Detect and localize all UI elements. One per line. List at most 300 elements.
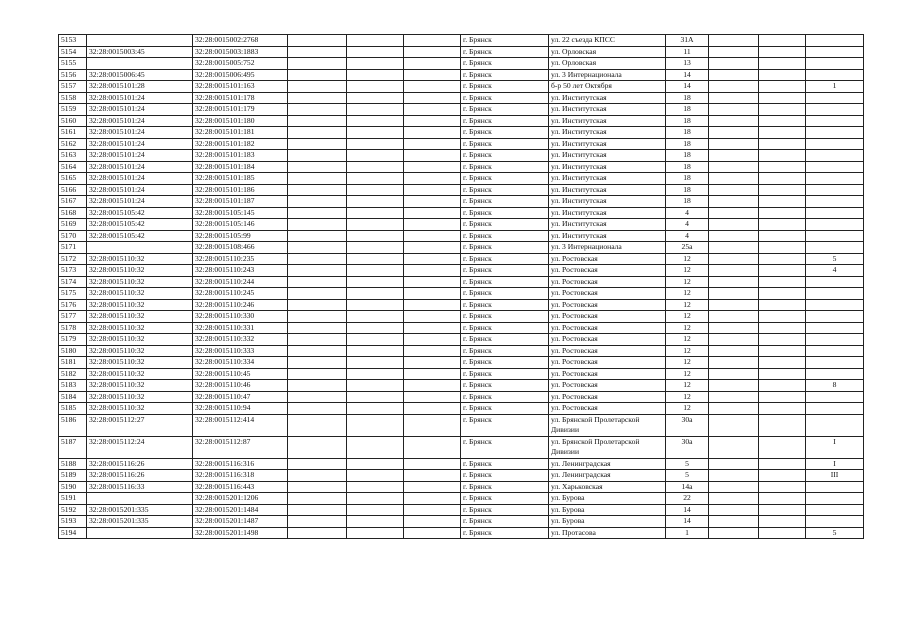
row-number: 5183 — [59, 380, 87, 392]
cadastral-number: 32:28:0015006:495 — [193, 69, 288, 81]
empty-cell — [759, 334, 806, 346]
empty-cell — [709, 207, 759, 219]
house-number: 12 — [666, 380, 709, 392]
land-parcel-number: 32:28:0015101:24 — [87, 104, 193, 116]
land-parcel-number: 32:28:0015110:32 — [87, 357, 193, 369]
empty-cell — [404, 58, 461, 70]
cadastral-number: 32:28:0015110:47 — [193, 391, 288, 403]
row-number: 5160 — [59, 115, 87, 127]
empty-cell — [709, 173, 759, 185]
city: г. Брянск — [461, 391, 549, 403]
empty-cell — [404, 368, 461, 380]
table-row — [59, 184, 864, 196]
table-row — [59, 35, 864, 47]
city: г. Брянск — [461, 127, 549, 139]
city: г. Брянск — [461, 481, 549, 493]
row-number: 5189 — [59, 470, 87, 482]
house-number: 11 — [666, 46, 709, 58]
house-number: 18 — [666, 115, 709, 127]
empty-cell — [759, 345, 806, 357]
empty-cell — [759, 470, 806, 482]
empty-cell — [347, 334, 404, 346]
street: ул. Ростовская — [549, 368, 666, 380]
empty-cell — [288, 504, 347, 516]
empty-cell — [404, 127, 461, 139]
cadastral-number: 32:28:0015116:443 — [193, 481, 288, 493]
empty-cell — [404, 516, 461, 528]
empty-cell — [709, 493, 759, 505]
empty-cell — [759, 414, 806, 436]
empty-cell — [347, 516, 404, 528]
empty-cell — [347, 92, 404, 104]
house-number: 14 — [666, 516, 709, 528]
apartment-number — [806, 46, 864, 58]
empty-cell — [288, 58, 347, 70]
empty-cell — [709, 334, 759, 346]
row-number: 5166 — [59, 184, 87, 196]
empty-cell — [404, 230, 461, 242]
apartment-number — [806, 493, 864, 505]
cadastral-number: 32:28:0015201:1484 — [193, 504, 288, 516]
empty-cell — [347, 527, 404, 539]
empty-cell — [288, 334, 347, 346]
city: г. Брянск — [461, 265, 549, 277]
table-row — [59, 414, 864, 436]
table-row — [59, 115, 864, 127]
row-number: 5161 — [59, 127, 87, 139]
apartment-number: 1 — [806, 81, 864, 93]
empty-cell — [347, 230, 404, 242]
street: ул. Институтская — [549, 207, 666, 219]
empty-cell — [759, 288, 806, 300]
city: г. Брянск — [461, 357, 549, 369]
house-number: 4 — [666, 230, 709, 242]
house-number: 12 — [666, 253, 709, 265]
city: г. Брянск — [461, 322, 549, 334]
apartment-number — [806, 138, 864, 150]
land-parcel-number: 32:28:0015101:24 — [87, 150, 193, 162]
empty-cell — [288, 127, 347, 139]
empty-cell — [759, 458, 806, 470]
row-number: 5155 — [59, 58, 87, 70]
house-number: 18 — [666, 92, 709, 104]
cadastral-number: 32:28:0015005:752 — [193, 58, 288, 70]
row-number: 5180 — [59, 345, 87, 357]
land-parcel-number: 32:28:0015105:42 — [87, 230, 193, 242]
land-parcel-number: 32:28:0015110:32 — [87, 334, 193, 346]
row-number: 5168 — [59, 207, 87, 219]
row-number: 5181 — [59, 357, 87, 369]
empty-cell — [404, 92, 461, 104]
empty-cell — [288, 403, 347, 415]
empty-cell — [404, 436, 461, 458]
city: г. Брянск — [461, 69, 549, 81]
apartment-number — [806, 196, 864, 208]
land-parcel-number: 32:28:0015112:27 — [87, 414, 193, 436]
row-number: 5173 — [59, 265, 87, 277]
city: г. Брянск — [461, 368, 549, 380]
cadastral-number: 32:28:0015101:185 — [193, 173, 288, 185]
land-parcel-number: 32:28:0015101:24 — [87, 196, 193, 208]
empty-cell — [347, 391, 404, 403]
cadastral-number: 32:28:0015105:146 — [193, 219, 288, 231]
row-number: 5176 — [59, 299, 87, 311]
house-number: 12 — [666, 403, 709, 415]
empty-cell — [709, 92, 759, 104]
street: ул. Ленинградская — [549, 470, 666, 482]
apartment-number — [806, 299, 864, 311]
row-number: 5156 — [59, 69, 87, 81]
row-number: 5172 — [59, 253, 87, 265]
cadastral-number: 32:28:0015110:235 — [193, 253, 288, 265]
empty-cell — [404, 161, 461, 173]
row-number: 5163 — [59, 150, 87, 162]
empty-cell — [288, 242, 347, 254]
row-number: 5167 — [59, 196, 87, 208]
empty-cell — [288, 161, 347, 173]
empty-cell — [709, 138, 759, 150]
empty-cell — [347, 299, 404, 311]
empty-cell — [288, 81, 347, 93]
table-row — [59, 334, 864, 346]
row-number: 5171 — [59, 242, 87, 254]
street: ул. Институтская — [549, 161, 666, 173]
empty-cell — [404, 527, 461, 539]
house-number: 18 — [666, 161, 709, 173]
table-row — [59, 288, 864, 300]
city: г. Брянск — [461, 299, 549, 311]
empty-cell — [347, 458, 404, 470]
empty-cell — [404, 493, 461, 505]
cadastral-number: 32:28:0015105:99 — [193, 230, 288, 242]
empty-cell — [404, 414, 461, 436]
street: б-р 50 лет Октября — [549, 81, 666, 93]
apartment-number — [806, 127, 864, 139]
street: ул. Ростовская — [549, 311, 666, 323]
street: ул. Ростовская — [549, 276, 666, 288]
cadastral-number: 32:28:0015110:244 — [193, 276, 288, 288]
table-row — [59, 265, 864, 277]
empty-cell — [404, 69, 461, 81]
street: ул. Институтская — [549, 196, 666, 208]
house-number: 4 — [666, 219, 709, 231]
apartment-number — [806, 288, 864, 300]
land-parcel-number: 32:28:0015201:335 — [87, 516, 193, 528]
cadastral-number: 32:28:0015110:330 — [193, 311, 288, 323]
house-number: 12 — [666, 276, 709, 288]
land-parcel-number: 32:28:0015101:24 — [87, 127, 193, 139]
land-parcel-number: 32:28:0015112:24 — [87, 436, 193, 458]
land-parcel-number — [87, 35, 193, 47]
empty-cell — [288, 470, 347, 482]
empty-cell — [759, 253, 806, 265]
street: ул. 22 съезда КПСС — [549, 35, 666, 47]
city: г. Брянск — [461, 380, 549, 392]
empty-cell — [759, 196, 806, 208]
row-number: 5174 — [59, 276, 87, 288]
empty-cell — [709, 161, 759, 173]
empty-cell — [404, 458, 461, 470]
empty-cell — [347, 357, 404, 369]
street: ул. Ростовская — [549, 345, 666, 357]
empty-cell — [404, 357, 461, 369]
city: г. Брянск — [461, 414, 549, 436]
apartment-number: 8 — [806, 380, 864, 392]
cadastral-number: 32:28:0015101:187 — [193, 196, 288, 208]
cadastral-number: 32:28:0015201:1206 — [193, 493, 288, 505]
house-number: 12 — [666, 391, 709, 403]
empty-cell — [288, 276, 347, 288]
row-number: 5158 — [59, 92, 87, 104]
land-parcel-number: 32:28:0015110:32 — [87, 288, 193, 300]
table-row — [59, 46, 864, 58]
table-row — [59, 391, 864, 403]
street: ул. Институтская — [549, 219, 666, 231]
apartment-number — [806, 104, 864, 116]
land-parcel-number: 32:28:0015110:32 — [87, 391, 193, 403]
empty-cell — [288, 391, 347, 403]
street: ул. Харьковская — [549, 481, 666, 493]
land-parcel-number: 32:28:0015110:32 — [87, 276, 193, 288]
empty-cell — [759, 219, 806, 231]
house-number: 12 — [666, 311, 709, 323]
empty-cell — [709, 46, 759, 58]
empty-cell — [288, 322, 347, 334]
land-parcel-number — [87, 527, 193, 539]
empty-cell — [288, 414, 347, 436]
land-parcel-number: 32:28:0015101:28 — [87, 81, 193, 93]
empty-cell — [709, 196, 759, 208]
empty-cell — [288, 253, 347, 265]
empty-cell — [759, 368, 806, 380]
street: ул. Институтская — [549, 173, 666, 185]
street: ул. 3 Интернационала — [549, 242, 666, 254]
land-parcel-number: 32:28:0015110:32 — [87, 368, 193, 380]
street: ул. Ростовская — [549, 288, 666, 300]
empty-cell — [404, 504, 461, 516]
city: г. Брянск — [461, 150, 549, 162]
empty-cell — [404, 276, 461, 288]
row-number: 5186 — [59, 414, 87, 436]
empty-cell — [347, 127, 404, 139]
table-row — [59, 138, 864, 150]
cadastral-number: 32:28:0015201:1498 — [193, 527, 288, 539]
street: ул. Ростовская — [549, 391, 666, 403]
empty-cell — [759, 127, 806, 139]
empty-cell — [347, 253, 404, 265]
row-number: 5194 — [59, 527, 87, 539]
empty-cell — [709, 527, 759, 539]
empty-cell — [709, 368, 759, 380]
empty-cell — [347, 345, 404, 357]
empty-cell — [288, 481, 347, 493]
empty-cell — [288, 46, 347, 58]
street: ул. Ростовская — [549, 357, 666, 369]
apartment-number — [806, 150, 864, 162]
empty-cell — [288, 299, 347, 311]
empty-cell — [347, 173, 404, 185]
house-number: 18 — [666, 127, 709, 139]
apartment-number — [806, 184, 864, 196]
document-sheet — [58, 34, 864, 539]
cadastral-number: 32:28:0015110:94 — [193, 403, 288, 415]
street: ул. Институтская — [549, 115, 666, 127]
empty-cell — [709, 288, 759, 300]
table-row — [59, 470, 864, 482]
land-parcel-number: 32:28:0015116:26 — [87, 470, 193, 482]
city: г. Брянск — [461, 219, 549, 231]
cadastral-number: 32:28:0015110:334 — [193, 357, 288, 369]
empty-cell — [709, 150, 759, 162]
land-parcel-number: 32:28:0015105:42 — [87, 207, 193, 219]
house-number: 18 — [666, 104, 709, 116]
empty-cell — [404, 253, 461, 265]
cadastral-number: 32:28:0015101:179 — [193, 104, 288, 116]
empty-cell — [347, 207, 404, 219]
empty-cell — [709, 299, 759, 311]
street: ул. Орловская — [549, 46, 666, 58]
apartment-number — [806, 345, 864, 357]
city: г. Брянск — [461, 436, 549, 458]
empty-cell — [404, 391, 461, 403]
row-number: 5182 — [59, 368, 87, 380]
land-parcel-number: 32:28:0015101:24 — [87, 184, 193, 196]
cadastral-number: 32:28:0015112:414 — [193, 414, 288, 436]
apartment-number: I — [806, 458, 864, 470]
row-number: 5164 — [59, 161, 87, 173]
empty-cell — [759, 207, 806, 219]
land-parcel-number — [87, 58, 193, 70]
empty-cell — [709, 35, 759, 47]
table-row — [59, 458, 864, 470]
empty-cell — [709, 265, 759, 277]
street: ул. Брянской Пролетарской Дивизии — [549, 436, 666, 458]
table-row — [59, 311, 864, 323]
table-row — [59, 242, 864, 254]
empty-cell — [709, 242, 759, 254]
empty-cell — [709, 58, 759, 70]
empty-cell — [709, 414, 759, 436]
street: ул. Бурова — [549, 516, 666, 528]
row-number: 5193 — [59, 516, 87, 528]
city: г. Брянск — [461, 470, 549, 482]
table-row — [59, 357, 864, 369]
cadastral-number: 32:28:0015110:332 — [193, 334, 288, 346]
empty-cell — [288, 230, 347, 242]
street: ул. Ростовская — [549, 322, 666, 334]
property-registry-table — [58, 34, 864, 539]
house-number: 18 — [666, 184, 709, 196]
street: ул. 3 Интернационала — [549, 69, 666, 81]
street: ул. Ростовская — [549, 253, 666, 265]
table-row — [59, 253, 864, 265]
apartment-number — [806, 368, 864, 380]
empty-cell — [347, 368, 404, 380]
house-number: 30а — [666, 414, 709, 436]
house-number: 12 — [666, 288, 709, 300]
empty-cell — [404, 46, 461, 58]
city: г. Брянск — [461, 138, 549, 150]
house-number: 13 — [666, 58, 709, 70]
apartment-number — [806, 516, 864, 528]
street: ул. Институтская — [549, 104, 666, 116]
table-row — [59, 481, 864, 493]
cadastral-number: 32:28:0015110:46 — [193, 380, 288, 392]
street: ул. Институтская — [549, 138, 666, 150]
city: г. Брянск — [461, 104, 549, 116]
empty-cell — [759, 357, 806, 369]
city: г. Брянск — [461, 345, 549, 357]
empty-cell — [759, 115, 806, 127]
street: ул. Институтская — [549, 230, 666, 242]
empty-cell — [404, 470, 461, 482]
cadastral-number: 32:28:0015110:243 — [193, 265, 288, 277]
empty-cell — [759, 276, 806, 288]
empty-cell — [709, 403, 759, 415]
empty-cell — [288, 527, 347, 539]
apartment-number — [806, 161, 864, 173]
city: г. Брянск — [461, 35, 549, 47]
empty-cell — [288, 265, 347, 277]
empty-cell — [404, 81, 461, 93]
empty-cell — [404, 150, 461, 162]
cadastral-number: 32:28:0015110:331 — [193, 322, 288, 334]
empty-cell — [347, 69, 404, 81]
row-number: 5190 — [59, 481, 87, 493]
city: г. Брянск — [461, 458, 549, 470]
empty-cell — [347, 504, 404, 516]
apartment-number: I — [806, 436, 864, 458]
table-row — [59, 104, 864, 116]
empty-cell — [347, 138, 404, 150]
empty-cell — [347, 276, 404, 288]
empty-cell — [288, 311, 347, 323]
house-number: 14а — [666, 481, 709, 493]
apartment-number — [806, 357, 864, 369]
city: г. Брянск — [461, 115, 549, 127]
land-parcel-number: 32:28:0015101:24 — [87, 161, 193, 173]
empty-cell — [404, 322, 461, 334]
empty-cell — [709, 184, 759, 196]
table-row — [59, 58, 864, 70]
empty-cell — [709, 357, 759, 369]
house-number: 31А — [666, 35, 709, 47]
empty-cell — [404, 242, 461, 254]
empty-cell — [347, 46, 404, 58]
street: ул. Институтская — [549, 127, 666, 139]
row-number: 5159 — [59, 104, 87, 116]
row-number: 5188 — [59, 458, 87, 470]
street: ул. Бурова — [549, 493, 666, 505]
apartment-number — [806, 207, 864, 219]
cadastral-number: 32:28:0015110:246 — [193, 299, 288, 311]
empty-cell — [759, 527, 806, 539]
empty-cell — [288, 184, 347, 196]
city: г. Брянск — [461, 58, 549, 70]
table-row — [59, 504, 864, 516]
apartment-number: 4 — [806, 265, 864, 277]
city: г. Брянск — [461, 334, 549, 346]
city: г. Брянск — [461, 504, 549, 516]
row-number: 5153 — [59, 35, 87, 47]
city: г. Брянск — [461, 92, 549, 104]
cadastral-number: 32:28:0015101:181 — [193, 127, 288, 139]
cadastral-number: 32:28:0015105:145 — [193, 207, 288, 219]
cadastral-number: 32:28:0015116:318 — [193, 470, 288, 482]
empty-cell — [288, 493, 347, 505]
house-number: 12 — [666, 299, 709, 311]
city: г. Брянск — [461, 288, 549, 300]
